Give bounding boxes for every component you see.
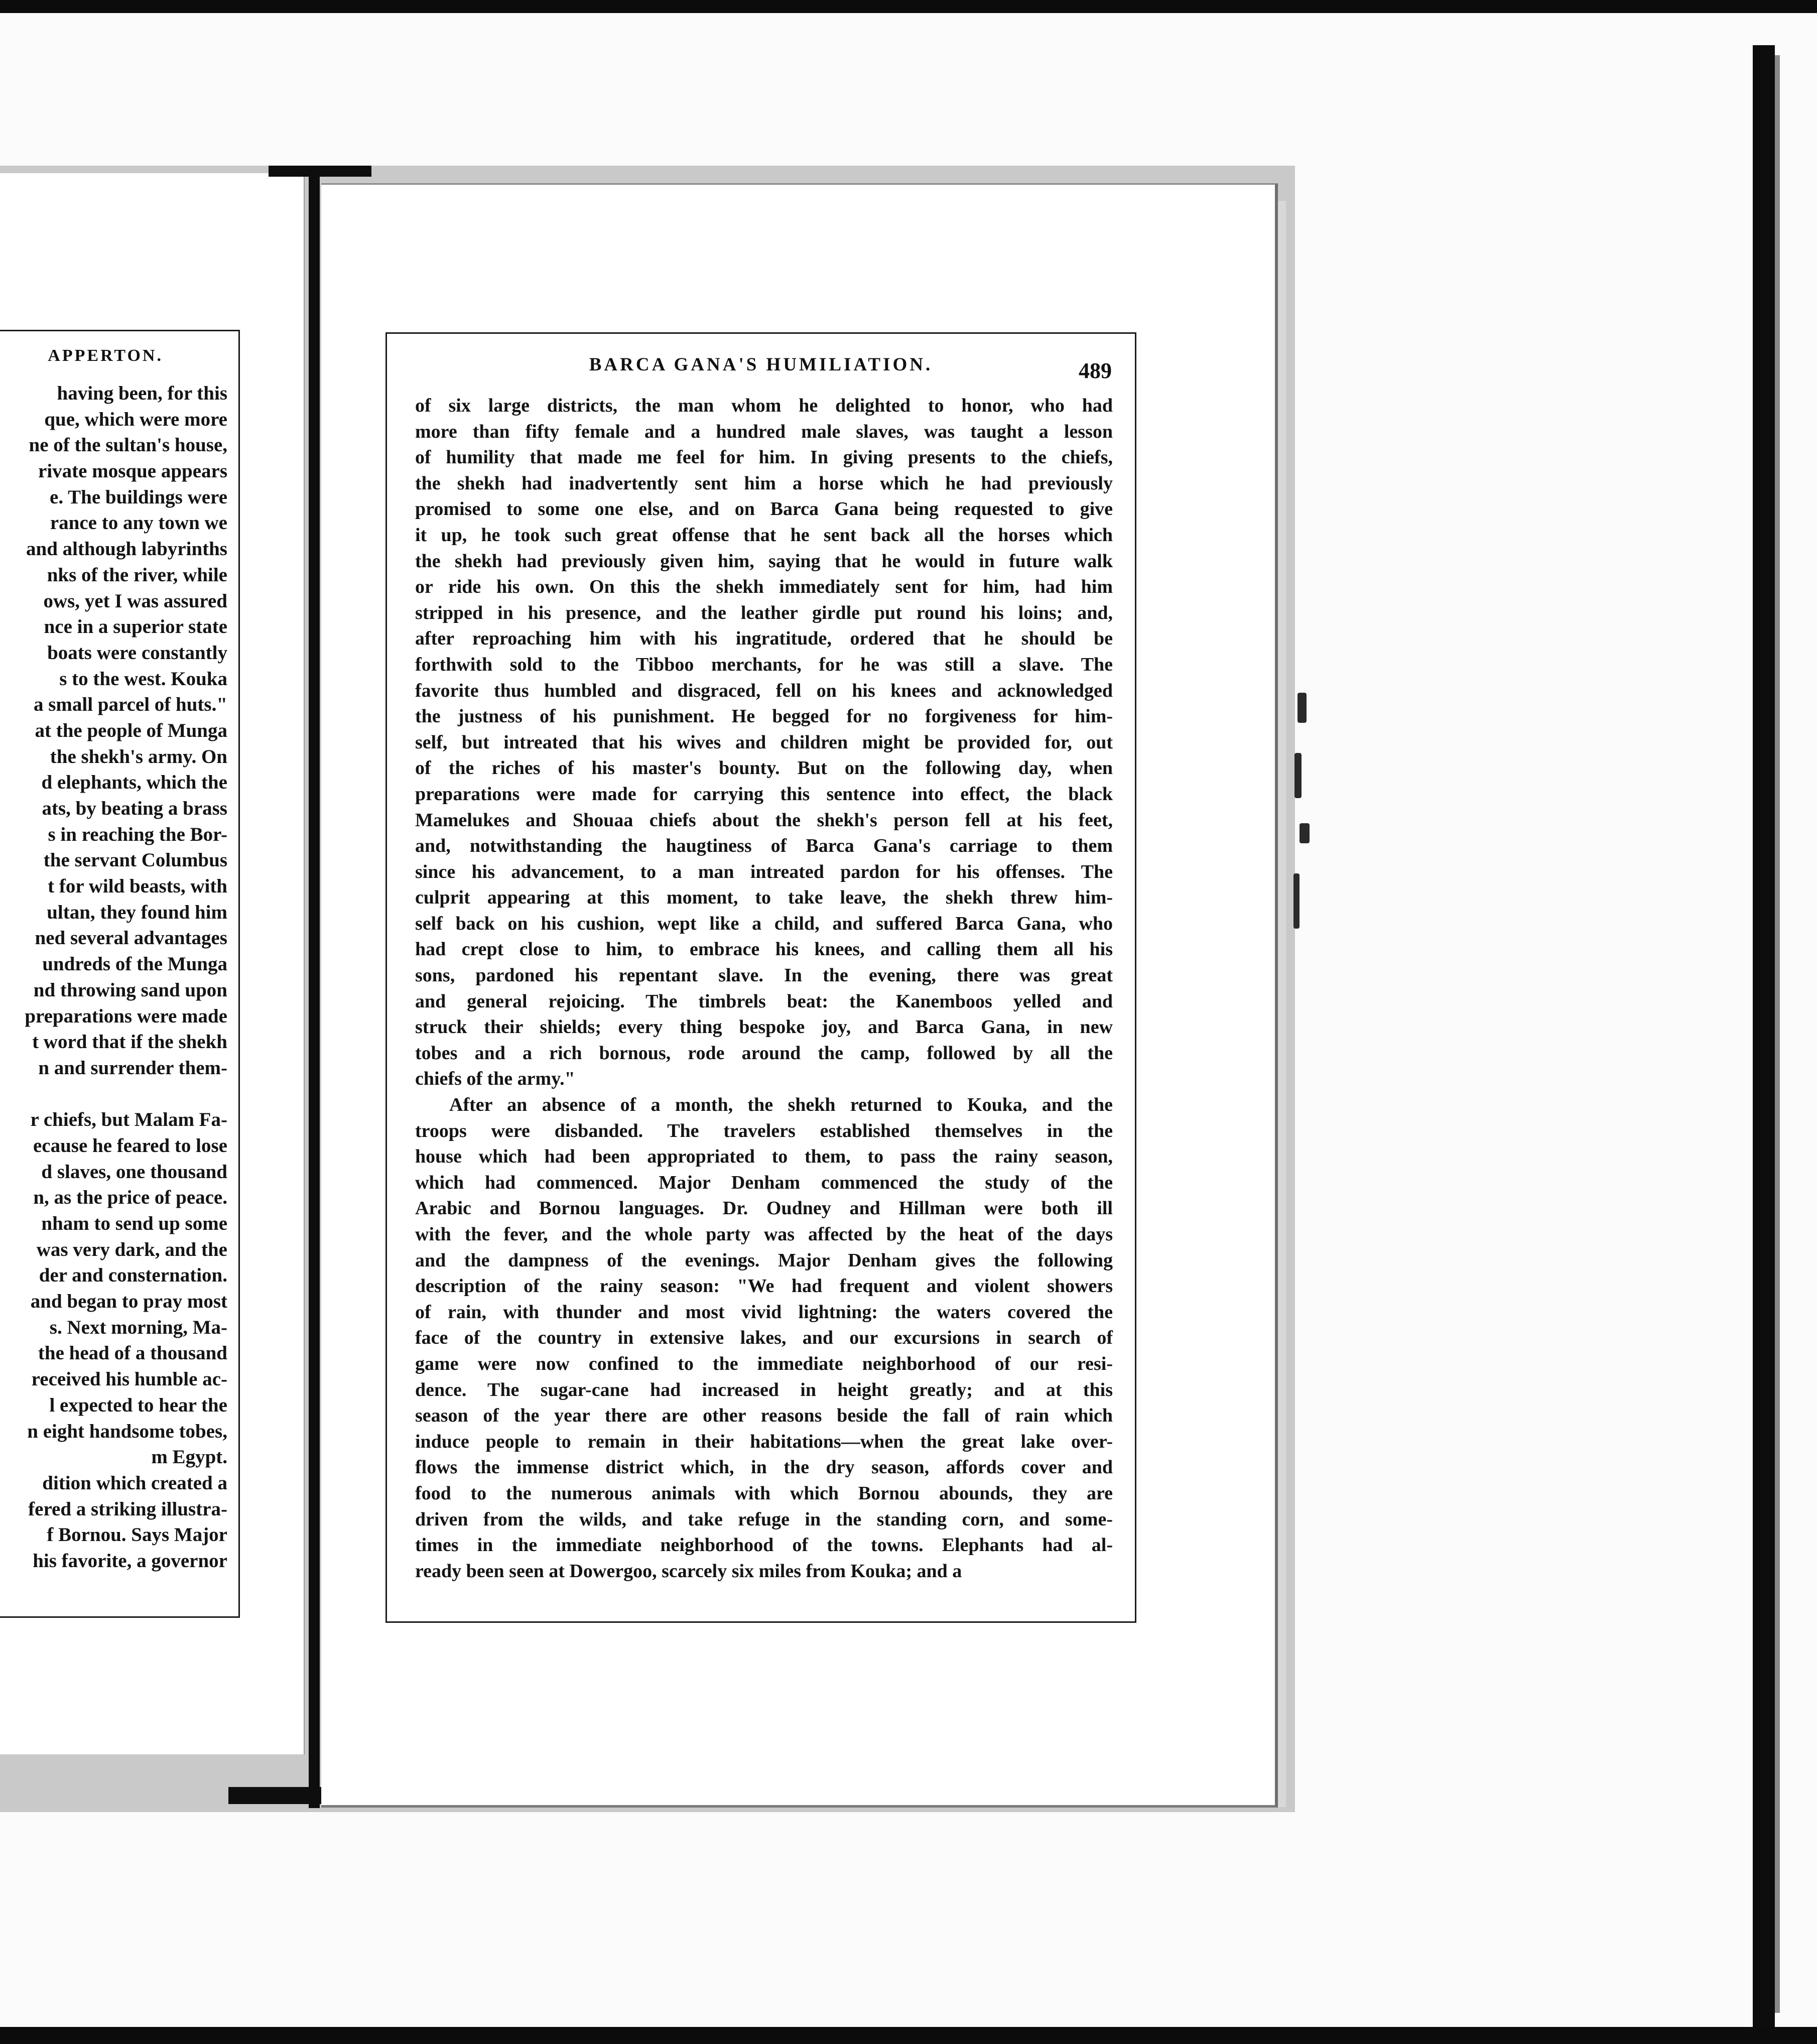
left-text-line: boats were constantly — [47, 642, 227, 664]
body-text-line: with the fever, and the whole party was affected by the heat of the days — [415, 1224, 1113, 1245]
body-text-line: dence. The sugar-cane had increased in height greatly; and at this — [415, 1379, 1113, 1400]
left-text-line: nce in a superior state — [44, 616, 227, 638]
left-text-line: t for wild beasts, with — [48, 875, 227, 898]
left-text-line: m Egypt. — [151, 1446, 227, 1468]
left-text-line: s to the west. Kouka — [59, 668, 227, 690]
left-text-line: nd throwing sand upon — [33, 979, 227, 1001]
left-text-line: preparations were made — [25, 1005, 227, 1027]
left-text-line: received his humble ac- — [31, 1368, 227, 1390]
left-text-line: n, as the price of peace. — [33, 1187, 227, 1209]
left-text-line: que, which were more — [44, 408, 227, 430]
left-text-line: d slaves, one thousand — [41, 1161, 227, 1183]
left-text-line: fered a striking illustra- — [28, 1498, 227, 1520]
body-text-line: of the riches of his master's bounty. But on the following day, when — [415, 757, 1113, 779]
body-text-line: stripped in his presence, and the leather girdle put round his loins; and, — [415, 602, 1113, 623]
body-text-line: house which had been appropriated to them, to pass the rainy season, — [415, 1146, 1113, 1168]
body-text-line: tobes and a rich bornous, rode around the camp, followed by all the — [415, 1042, 1113, 1064]
body-text-line: After an absence of a month, the shekh returned to Kouka, and the — [449, 1094, 1113, 1116]
body-text-line: forthwith sold to the Tibboo merchants, for he was still a slave. The — [415, 654, 1113, 675]
scan-right-border-edge — [1775, 55, 1780, 2013]
page-number: 489 — [1079, 358, 1112, 383]
left-text-line: d elephants, which the — [41, 772, 227, 794]
body-text-line: which had commenced. Major Denham commenced the study of the — [415, 1172, 1113, 1193]
left-text-line — [0, 1081, 227, 1107]
body-text-line: the shekh had previously given him, saying that he would in future walk — [415, 550, 1113, 572]
left-text-line: ecause he feared to lose — [33, 1134, 227, 1157]
body-text-line: ready been seen at Dowergoo, scarcely six miles from Kouka; and a — [415, 1560, 962, 1582]
running-head: BARCA GANA'S HUMILIATION. — [589, 354, 933, 375]
body-text-line: after reproaching him with his ingratitude, ordered that he should be — [415, 628, 1113, 650]
body-text-line: flows the immense district which, in the dry season, affords cover and — [415, 1457, 1113, 1478]
body-text-line: Arabic and Bornou languages. Dr. Oudney and Hillman were both ill — [415, 1198, 1113, 1219]
left-text-line: e. The buildings were — [50, 486, 227, 508]
body-text-line: self, but intreated that his wives and children might be provided for, out — [415, 731, 1113, 753]
left-page-text-block — [0, 380, 227, 1574]
scan-right-border — [1753, 45, 1775, 2044]
left-text-line: r chiefs, but Malam Fa- — [30, 1109, 227, 1131]
left-text-line: ne of the sultan's house, — [29, 434, 227, 456]
left-text-line: a small parcel of huts." — [33, 694, 227, 716]
left-text-line: was very dark, and the — [36, 1238, 227, 1260]
body-text-line: description of the rainy season: "We had frequent and violent showers — [415, 1275, 1113, 1297]
left-text-line: rivate mosque appears — [38, 460, 227, 482]
left-text-line: the servant Columbus — [43, 849, 227, 871]
left-text-line: ned several advantages — [35, 927, 227, 949]
left-text-line: s. Next morning, Ma- — [49, 1316, 227, 1338]
left-text-line: nks of the river, while — [47, 564, 227, 586]
left-text-line: rance to any town we — [50, 512, 227, 534]
left-text-line: undreds of the Munga — [42, 953, 227, 975]
right-page-edge — [1278, 201, 1286, 1807]
left-text-line: his favorite, a governor — [33, 1550, 227, 1572]
left-text-line: ows, yet I was assured — [43, 590, 227, 612]
body-text-line: favorite thus humbled and disgraced, fell on his knees and acknowledged — [415, 680, 1113, 701]
body-text-line: face of the country in extensive lakes, and our excursions in search of — [415, 1327, 1113, 1349]
left-text-line: n and surrender them- — [38, 1057, 227, 1079]
body-text-line: since his advancement, to a man intreated pardon for his offenses. The — [415, 861, 1113, 882]
left-text-line: the shekh's army. On — [50, 745, 227, 768]
left-running-head: APPERTON. — [48, 346, 163, 365]
body-text-line: game were now confined to the immediate neighborhood of our resi- — [415, 1353, 1113, 1374]
body-text-line: of rain, with thunder and most vivid lightning: the waters covered the — [415, 1301, 1113, 1323]
left-text-line: ultan, they found him — [47, 901, 227, 923]
body-text-line: driven from the wilds, and take refuge in the standing corn, and some- — [415, 1508, 1113, 1530]
left-text-line: ats, by beating a brass — [42, 798, 227, 819]
book-spine — [309, 167, 320, 1808]
body-text-line: promised to some one else, and on Barca Gana being requested to give — [415, 498, 1113, 520]
body-text-block — [415, 393, 1113, 1584]
page-edge-marks — [1292, 693, 1328, 944]
body-text-line: or ride his own. On this the shekh immediately sent for him, had him — [415, 576, 1113, 598]
body-text-line: the shekh had inadvertently sent him a horse which he had previously — [415, 472, 1113, 494]
body-text-line: chiefs of the army." — [415, 1068, 575, 1090]
body-text-line: and, notwithstanding the haugtiness of Barca Gana's carriage to them — [415, 835, 1113, 857]
body-text-line: times in the immediate neighborhood of the towns. Elephants had al- — [415, 1535, 1113, 1556]
body-text-line: troops were disbanded. The travelers established themselves in the — [415, 1120, 1113, 1141]
left-text-line: nham to send up some — [41, 1213, 227, 1234]
body-text-line: food to the numerous animals with which Bornou abounds, they are — [415, 1482, 1113, 1504]
spine-top-cap — [269, 166, 371, 177]
left-text-line: f Bornou. Says Major — [47, 1524, 227, 1546]
right-page-text-frame — [385, 332, 1136, 1623]
left-text-line: n eight handsome tobes, — [27, 1420, 227, 1442]
left-text-line: having been, for this — [57, 382, 227, 404]
left-text-line: s in reaching the Bor- — [48, 823, 227, 845]
body-text-line: preparations were made for carrying this sentence into effect, the black — [415, 783, 1113, 805]
left-text-line: t word that if the shekh — [32, 1031, 227, 1053]
left-text-line: der and consternation. — [39, 1264, 227, 1287]
left-text-line: at the people of Munga — [35, 719, 227, 741]
scan-top-border — [0, 0, 1817, 13]
body-text-line: culprit appearing at this moment, to take leave, the shekh threw him- — [415, 887, 1113, 909]
left-page-text-frame — [0, 330, 240, 1618]
body-text-line: it up, he took such great offense that he sent back all the horses which — [415, 524, 1113, 546]
body-text-line: of six large districts, the man whom he delighted to honor, who had — [415, 395, 1113, 416]
body-text-line: self back on his cushion, wept like a child, and suffered Barca Gana, who — [415, 913, 1113, 934]
left-page — [0, 173, 305, 1754]
body-text-line: had crept close to him, to embrace his knees, and calling them all his — [415, 939, 1113, 960]
left-text-line: and began to pray most — [30, 1291, 227, 1313]
body-text-line: and the dampness of the evenings. Major Denham gives the following — [415, 1249, 1113, 1271]
left-text-line: dition which created a — [42, 1472, 227, 1494]
body-text-line: season of the year there are other reasons beside the fall of rain which — [415, 1405, 1113, 1427]
body-text-line: sons, pardoned his repentant slave. In the evening, there was great — [415, 965, 1113, 986]
body-text-line: of humility that made me feel for him. In giving presents to the chiefs, — [415, 447, 1113, 468]
body-text-line: and general rejoicing. The timbrels beat: the Kanemboos yelled and — [415, 990, 1113, 1012]
body-text-line: more than fifty female and a hundred male slaves, was taught a lesson — [415, 421, 1113, 442]
body-text-line: struck their shields; every thing bespoke joy, and Barca Gana, in new — [415, 1016, 1113, 1038]
left-text-line: and although labyrinths — [26, 538, 227, 560]
scan-bottom-border — [0, 2027, 1817, 2044]
left-text-line: l expected to hear the — [49, 1394, 227, 1416]
left-text-line: the head of a thousand — [38, 1342, 227, 1364]
body-text-line: Mamelukes and Shouaa chiefs about the shekh's person fell at his feet, — [415, 809, 1113, 831]
body-text-line: induce people to remain in their habitations—when the great lake over- — [415, 1431, 1113, 1452]
spine-bottom-cap — [228, 1787, 334, 1804]
body-text-line: the justness of his punishment. He begged for no forgiveness for him- — [415, 706, 1113, 727]
